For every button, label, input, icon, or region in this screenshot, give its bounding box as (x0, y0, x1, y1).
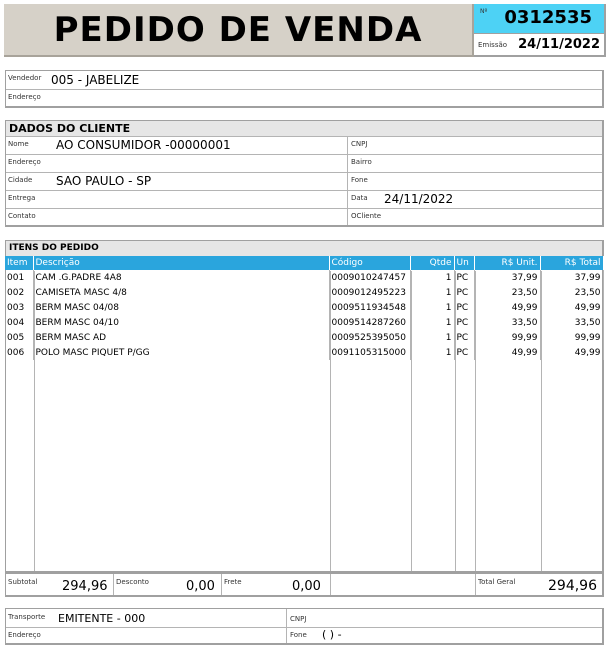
item-unit-type: PC (454, 345, 474, 360)
transport-endereco-label: Endereço (8, 631, 41, 639)
item-unit-price: 23,50 (474, 285, 540, 300)
item-code: 0009514287260 (329, 315, 410, 330)
divider (6, 154, 602, 155)
item-unit-price: 49,99 (474, 300, 540, 315)
item-qty: 1 (410, 270, 454, 285)
vendedor-value: 005 - JABELIZE (51, 73, 140, 87)
item-number: 002 (5, 285, 33, 300)
table-row (5, 315, 603, 330)
item-description: BERM MASC 04/08 (33, 300, 329, 315)
item-description: BERM MASC 04/10 (33, 315, 329, 330)
fone-label: Fone (351, 176, 368, 184)
transport-cnpj-label: CNPJ (290, 615, 307, 623)
ocliente-label: OCliente (351, 212, 382, 220)
table-row (5, 285, 603, 300)
item-number: 003 (5, 300, 33, 315)
table-row (5, 270, 603, 285)
item-total: 37,99 (540, 270, 603, 285)
item-total: 33,50 (540, 315, 603, 330)
frete-label: Frete (224, 578, 242, 586)
item-number: 004 (5, 315, 33, 330)
nome-value: AO CONSUMIDOR -00000001 (56, 138, 231, 152)
item-total: 23,50 (540, 285, 603, 300)
total-geral-label: Total Geral (478, 578, 516, 586)
item-code: 0009010247457 (329, 270, 410, 285)
item-qty: 1 (410, 300, 454, 315)
col-descricao: Descrição (33, 256, 329, 270)
data-value: 24/11/2022 (384, 192, 454, 206)
item-unit-type: PC (454, 330, 474, 345)
col-codigo: Código (329, 256, 410, 270)
divider (113, 574, 114, 595)
divider (6, 89, 602, 90)
col-unit: R$ Unit. (474, 256, 540, 270)
transport-fone-label: Fone (290, 631, 307, 639)
item-unit-price: 49,99 (474, 345, 540, 360)
item-unit-type: PC (454, 285, 474, 300)
transporte-label: Transporte (8, 613, 46, 621)
seller-box (5, 70, 604, 108)
emission-block (474, 33, 606, 57)
item-unit-price: 33,50 (474, 315, 540, 330)
item-description: BERM MASC AD (33, 330, 329, 345)
item-unit-type: PC (454, 300, 474, 315)
divider (286, 609, 287, 643)
emission-date: 24/11/2022 (518, 37, 600, 52)
cnpj-label: CNPJ (351, 140, 368, 148)
col-item: Item (5, 256, 33, 270)
items-header-row (5, 256, 603, 270)
item-total: 49,99 (540, 345, 603, 360)
desconto-value: 0,00 (186, 579, 215, 594)
items-table (5, 256, 604, 360)
divider (6, 627, 602, 628)
col-total: R$ Total (540, 256, 603, 270)
item-code: 0009525395050 (329, 330, 410, 345)
title-block (4, 4, 474, 57)
transport-box (5, 608, 604, 645)
divider (6, 172, 602, 173)
table-row (5, 300, 603, 315)
item-number: 005 (5, 330, 33, 345)
item-qty: 1 (410, 315, 454, 330)
item-total: 99,99 (540, 330, 603, 345)
total-geral-value: 294,96 (548, 578, 597, 594)
item-number: 006 (5, 345, 33, 360)
table-row (5, 345, 603, 360)
item-unit-type: PC (454, 315, 474, 330)
divider (330, 574, 331, 595)
order-number-label: Nº (480, 8, 488, 15)
nome-label: Nome (8, 140, 29, 148)
emission-label: Emissão (478, 41, 508, 49)
item-unit-price: 37,99 (474, 270, 540, 285)
seller-endereco-label: Endereço (8, 93, 41, 101)
item-description: POLO MASC PIQUET P/GG (33, 345, 329, 360)
cidade-label: Cidade (8, 176, 33, 184)
item-qty: 1 (410, 285, 454, 300)
frete-value: 0,00 (292, 579, 321, 594)
order-number: 0312535 (504, 7, 592, 28)
item-qty: 1 (410, 345, 454, 360)
transporte-value: EMITENTE - 000 (58, 612, 146, 625)
item-number: 001 (5, 270, 33, 285)
items-section-title: ITENS DO PEDIDO (6, 241, 602, 256)
item-total: 49,99 (540, 300, 603, 315)
client-section-title: DADOS DO CLIENTE (6, 121, 602, 136)
subtotal-label: Subtotal (8, 578, 38, 586)
contato-label: Contato (8, 212, 36, 220)
divider (6, 208, 602, 209)
divider (221, 574, 222, 595)
item-code: 0091105315000 (329, 345, 410, 360)
item-code: 0009511934548 (329, 300, 410, 315)
client-box (5, 120, 604, 227)
divider (6, 136, 602, 137)
item-unit-type: PC (454, 270, 474, 285)
client-endereco-label: Endereço (8, 158, 41, 166)
item-description: CAMISETA MASC 4/8 (33, 285, 329, 300)
desconto-label: Desconto (116, 578, 149, 586)
divider (347, 136, 348, 225)
col-un: Un (454, 256, 474, 270)
totals-box (5, 573, 604, 597)
transport-fone-value: ( ) - (322, 628, 342, 641)
item-code: 0009012495223 (329, 285, 410, 300)
item-qty: 1 (410, 330, 454, 345)
bairro-label: Bairro (351, 158, 372, 166)
order-number-block (474, 4, 606, 33)
vendedor-label: Vendedor (8, 74, 42, 82)
divider (6, 190, 602, 191)
col-qtde: Qtde (410, 256, 454, 270)
cidade-value: SAO PAULO - SP (56, 174, 152, 188)
page-title: PEDIDO DE VENDA (53, 9, 423, 50)
item-unit-price: 99,99 (474, 330, 540, 345)
divider (475, 574, 476, 595)
item-description: CAM .G.PADRE 4A8 (33, 270, 329, 285)
data-label: Data (351, 194, 368, 202)
subtotal-value: 294,96 (62, 579, 108, 594)
table-row (5, 330, 603, 345)
entrega-label: Entrega (8, 194, 36, 202)
